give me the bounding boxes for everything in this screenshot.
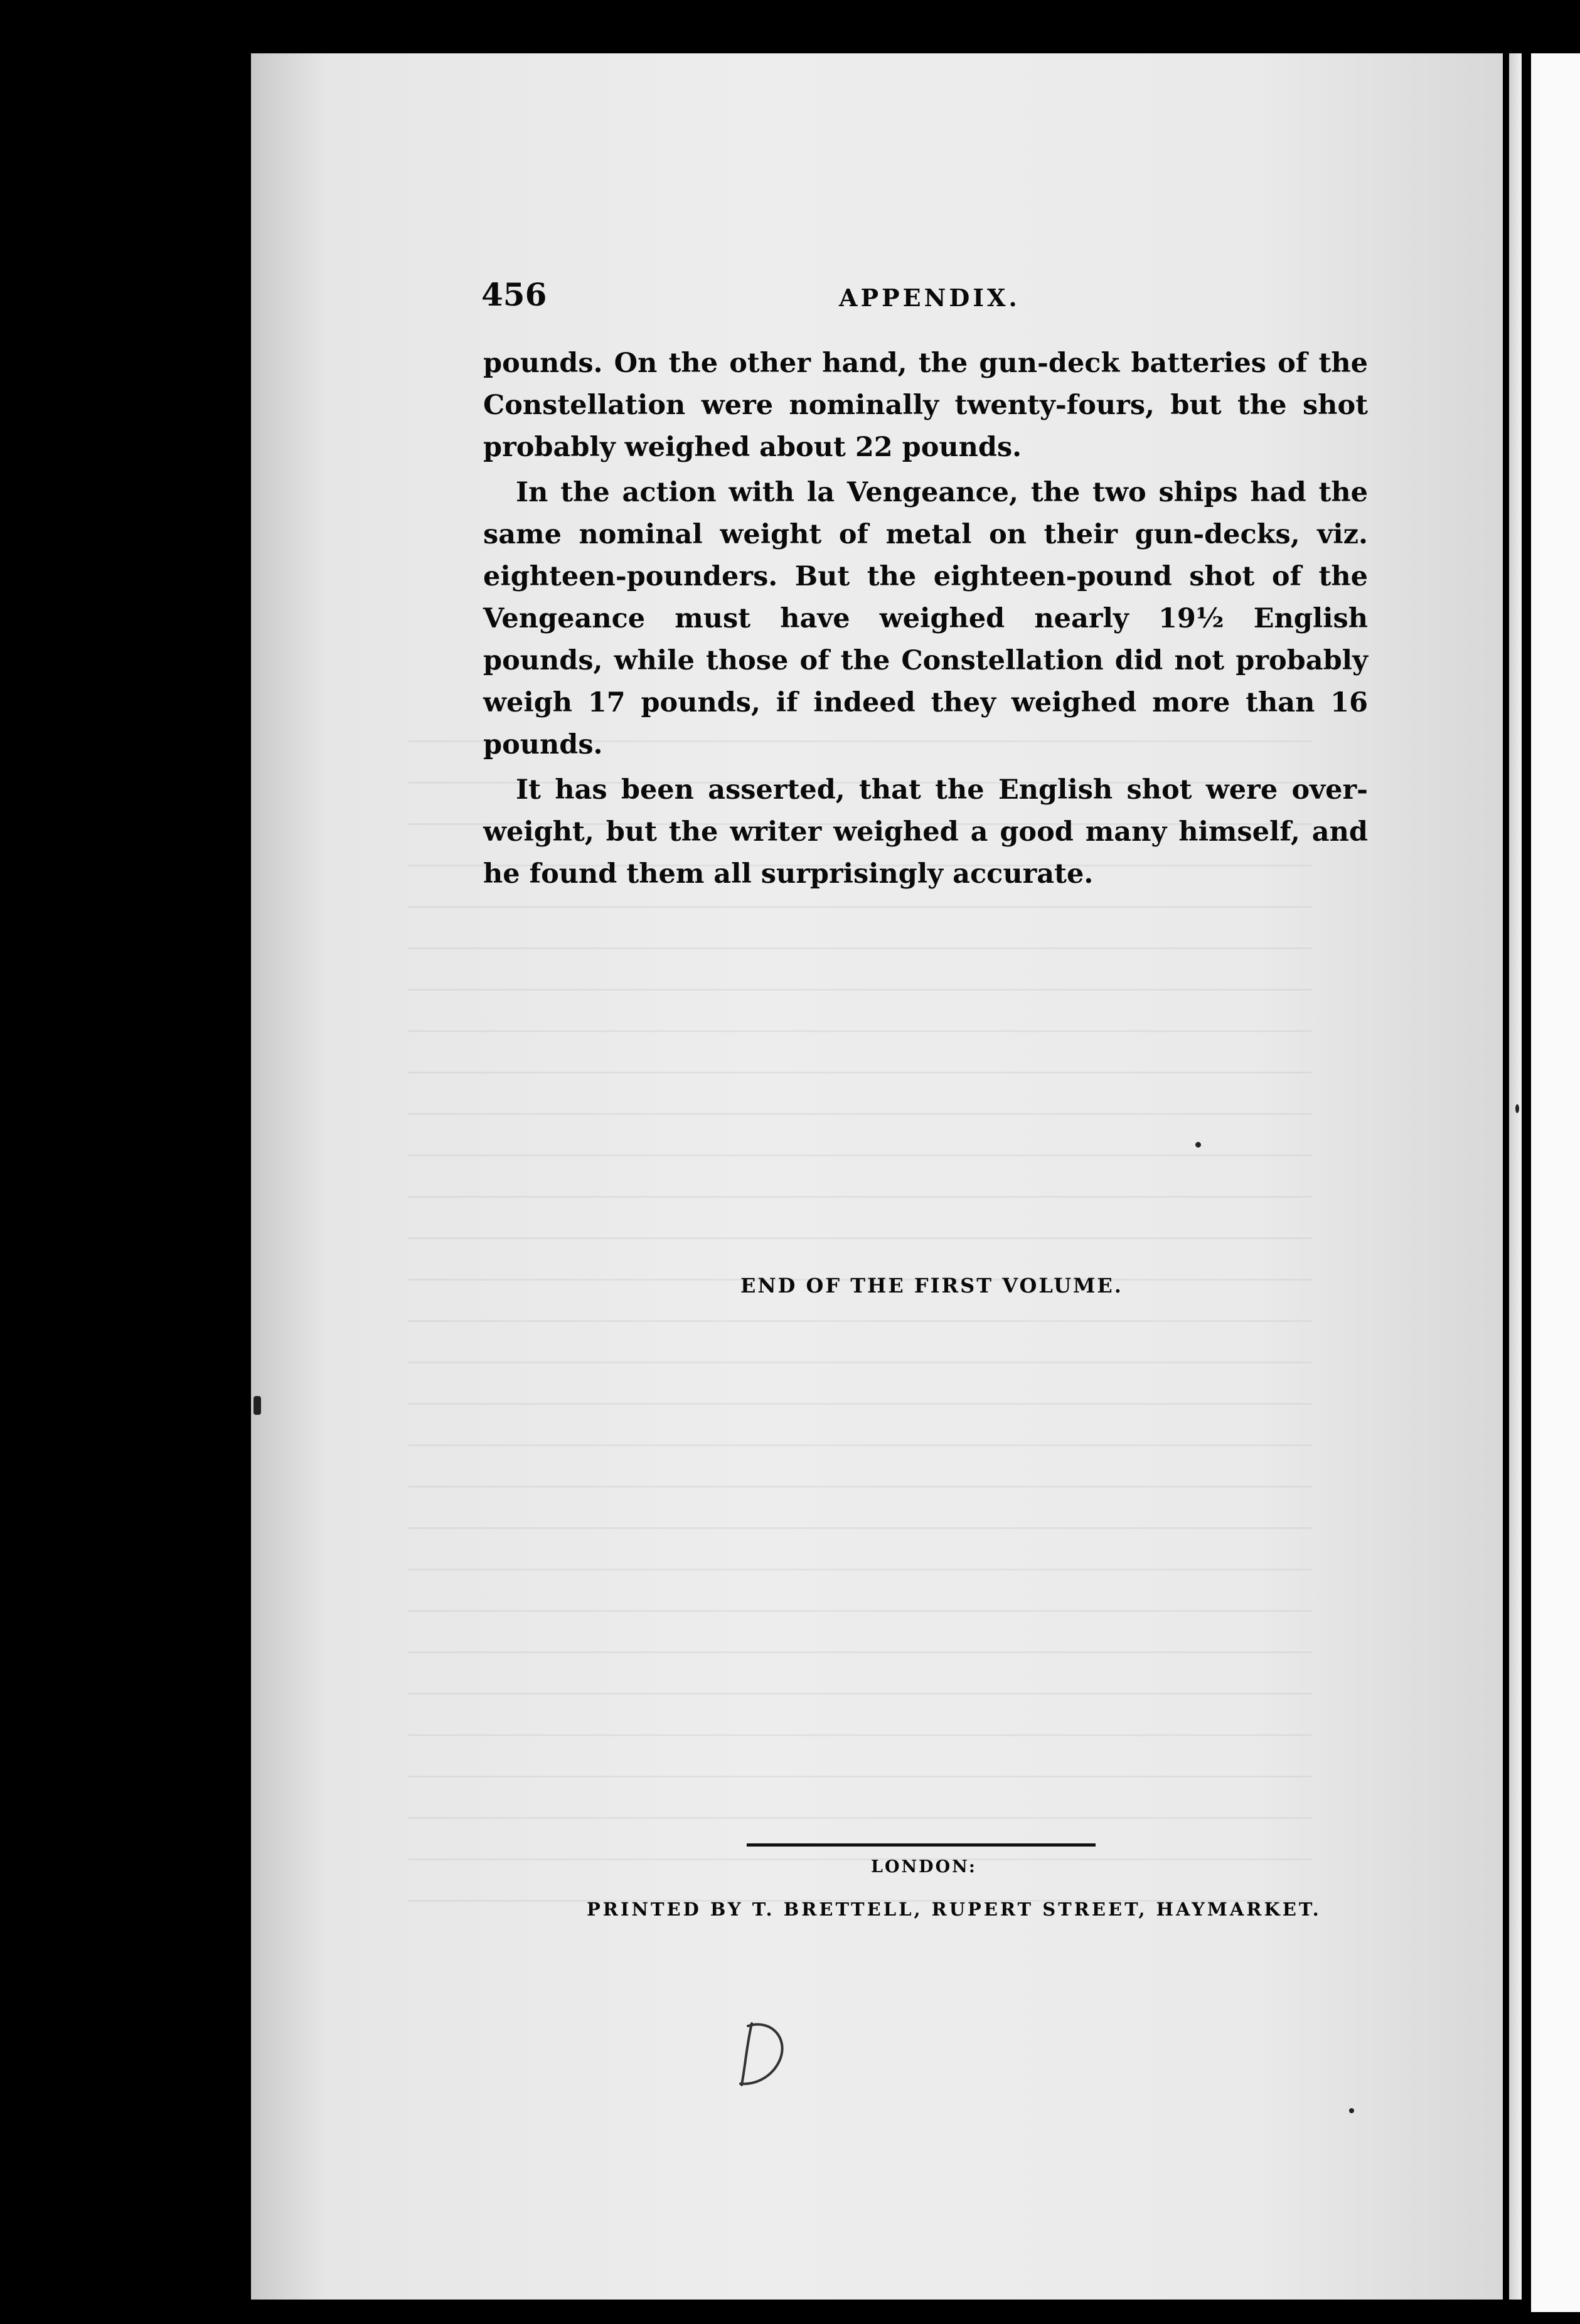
adjacent-page-strip xyxy=(1531,53,1580,2312)
imprint-rule xyxy=(747,1843,1096,1847)
dust-speck xyxy=(1515,1104,1519,1113)
body-text xyxy=(483,343,1368,898)
show-through-bleed xyxy=(408,740,1311,1920)
end-of-volume-note: END OF THE FIRST VOLUME. xyxy=(740,1274,1123,1298)
paragraph-vengeance: In the action with la Vengeance, the two ships had the same nominal weight of metal on their gun-decks, viz. eighteen-pounders. But the eighteen-pound shot of the Vengeance must have weighed nearly 19½ English pounds, while those of the Constellation did not probably weigh 17 pounds, if indeed they weighed more than 16 pounds. xyxy=(483,477,1368,760)
paragraph-continuation: pounds. On the other hand, the gun-deck batteries of the Constellation were nominally twenty-fours, but the shot probably weighed about 22 pounds. xyxy=(483,348,1368,463)
page-number: 456 xyxy=(481,276,547,313)
running-head: APPENDIX. xyxy=(839,284,1020,312)
dust-speck xyxy=(1195,1142,1201,1148)
imprint-printer: PRINTED BY T. BRETTELL, RUPERT STREET, HAYMARKET. xyxy=(587,1899,1321,1920)
paragraph-shot-accuracy: It has been asserted, that the English shot were over-weight, but the writer weighed a good many himself, and he found them all surprisingly accurate. xyxy=(483,774,1368,890)
dust-speck xyxy=(254,1396,261,1415)
page-edge xyxy=(1509,53,1522,2300)
imprint-city: LONDON: xyxy=(871,1857,977,1877)
handwritten-mark xyxy=(734,2017,791,2089)
page-header xyxy=(481,276,1021,320)
dust-speck xyxy=(1349,2108,1354,2113)
